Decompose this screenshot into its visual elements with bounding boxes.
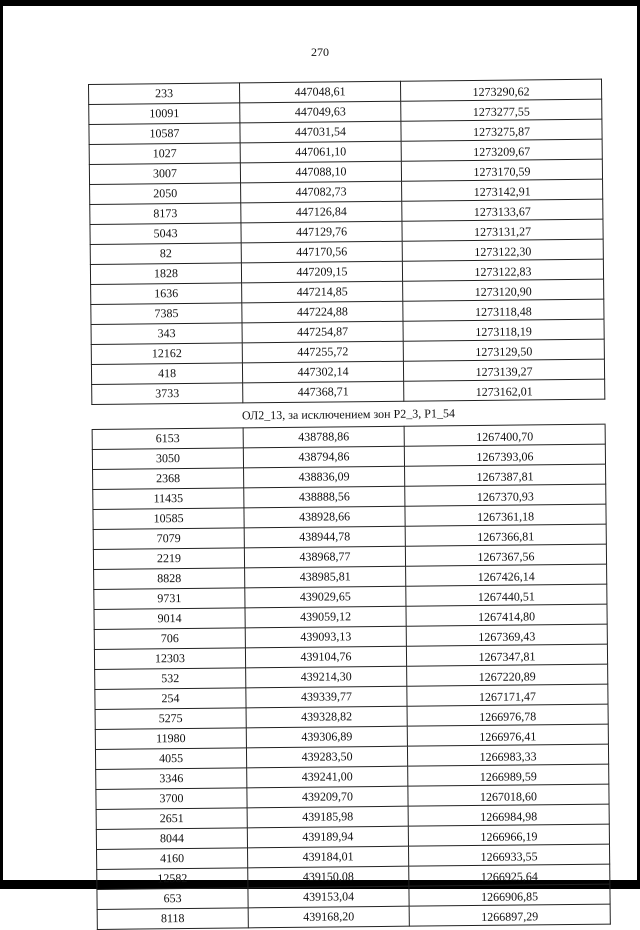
y-coordinate-cell: 1266897,29 bbox=[409, 904, 610, 926]
point-number-cell: 5275 bbox=[95, 708, 246, 730]
y-coordinate-cell: 1273170,59 bbox=[401, 159, 602, 181]
point-number-cell: 7079 bbox=[93, 528, 244, 550]
y-coordinate-cell: 1267366,81 bbox=[405, 524, 606, 546]
x-coordinate-cell: 439029,65 bbox=[245, 586, 406, 608]
x-coordinate-cell: 447088,10 bbox=[240, 161, 401, 183]
y-coordinate-cell: 1273209,67 bbox=[401, 139, 602, 161]
y-coordinate-cell: 1273118,19 bbox=[403, 319, 604, 341]
y-coordinate-cell: 1273162,01 bbox=[404, 379, 605, 401]
x-coordinate-cell: 438788,86 bbox=[243, 426, 404, 448]
y-coordinate-cell: 1273129,50 bbox=[403, 339, 604, 361]
y-coordinate-cell: 1267367,56 bbox=[405, 544, 606, 566]
point-number-cell: 3050 bbox=[92, 448, 243, 470]
y-coordinate-cell: 1267347,81 bbox=[406, 644, 607, 666]
y-coordinate-cell: 1266966,19 bbox=[408, 824, 609, 846]
x-coordinate-cell: 439339,77 bbox=[246, 686, 407, 708]
point-number-cell: 8173 bbox=[90, 203, 241, 225]
y-coordinate-cell: 1273277,55 bbox=[401, 99, 602, 121]
y-coordinate-cell: 1267171,47 bbox=[407, 684, 608, 706]
point-number-cell: 8044 bbox=[96, 828, 247, 850]
section-title: ОЛ2_13, за исключением зон Р2_3, Р1_54 bbox=[92, 399, 605, 429]
scan-border-top bbox=[0, 0, 640, 6]
point-number-cell: 10585 bbox=[93, 508, 244, 530]
y-coordinate-cell: 1267414,80 bbox=[406, 604, 607, 626]
table-body-first bbox=[89, 79, 605, 404]
point-number-cell: 4055 bbox=[95, 748, 246, 770]
y-coordinate-cell: 1266989,59 bbox=[408, 764, 609, 786]
point-number-cell: 9014 bbox=[94, 608, 245, 630]
point-number-cell: 2050 bbox=[90, 183, 241, 205]
x-coordinate-cell: 439184,01 bbox=[248, 846, 409, 868]
x-coordinate-cell: 447170,56 bbox=[241, 241, 402, 263]
x-coordinate-cell: 439185,98 bbox=[247, 806, 408, 828]
point-number-cell: 653 bbox=[97, 888, 248, 910]
point-number-cell: 3346 bbox=[96, 768, 247, 790]
point-number-cell: 11980 bbox=[95, 728, 246, 750]
x-coordinate-cell: 439189,94 bbox=[247, 826, 408, 848]
x-coordinate-cell: 447224,88 bbox=[242, 301, 403, 323]
point-number-cell: 4160 bbox=[97, 848, 248, 870]
x-coordinate-cell: 438794,86 bbox=[243, 446, 404, 468]
x-coordinate-cell: 438928,66 bbox=[244, 506, 405, 528]
x-coordinate-cell: 447302,14 bbox=[242, 361, 403, 383]
point-number-cell: 418 bbox=[91, 363, 242, 385]
point-number-cell: 8828 bbox=[94, 568, 245, 590]
y-coordinate-cell: 1273133,67 bbox=[402, 199, 603, 221]
x-coordinate-cell: 447214,85 bbox=[242, 281, 403, 303]
point-number-cell: 1636 bbox=[91, 283, 242, 305]
x-coordinate-cell: 438944,78 bbox=[244, 526, 405, 548]
y-coordinate-cell: 1267220,89 bbox=[407, 664, 608, 686]
y-coordinate-cell: 1267400,70 bbox=[404, 424, 605, 446]
y-coordinate-cell: 1267440,51 bbox=[406, 584, 607, 606]
x-coordinate-cell: 447048,61 bbox=[239, 81, 400, 103]
x-coordinate-cell: 438968,77 bbox=[244, 546, 405, 568]
y-coordinate-cell: 1267369,43 bbox=[406, 624, 607, 646]
y-coordinate-cell: 1267426,14 bbox=[406, 564, 607, 586]
table-row bbox=[97, 904, 610, 929]
point-number-cell: 12162 bbox=[91, 343, 242, 365]
x-coordinate-cell: 439328,82 bbox=[246, 706, 407, 728]
x-coordinate-cell: 447061,10 bbox=[240, 141, 401, 163]
y-coordinate-cell: 1273122,30 bbox=[402, 239, 603, 261]
point-number-cell: 3700 bbox=[96, 788, 247, 810]
point-number-cell: 3007 bbox=[89, 163, 240, 185]
point-number-cell: 1027 bbox=[89, 143, 240, 165]
table-body-second bbox=[92, 424, 610, 929]
point-number-cell: 8118 bbox=[97, 908, 248, 930]
y-coordinate-cell: 1266976,78 bbox=[407, 704, 608, 726]
point-number-cell: 12582 bbox=[97, 868, 248, 890]
y-coordinate-cell: 1266976,41 bbox=[407, 724, 608, 746]
y-coordinate-cell: 1267393,06 bbox=[404, 444, 605, 466]
x-coordinate-cell: 447255,72 bbox=[242, 341, 403, 363]
x-coordinate-cell: 447031,54 bbox=[240, 121, 401, 143]
x-coordinate-cell: 439283,50 bbox=[246, 746, 407, 768]
point-number-cell: 6153 bbox=[92, 428, 243, 450]
y-coordinate-cell: 1267387,81 bbox=[405, 464, 606, 486]
point-number-cell: 7385 bbox=[91, 303, 242, 325]
x-coordinate-cell: 439214,30 bbox=[246, 666, 407, 688]
y-coordinate-cell: 1266906,85 bbox=[409, 884, 610, 906]
point-number-cell: 706 bbox=[94, 628, 245, 650]
point-number-cell: 233 bbox=[89, 83, 240, 105]
y-coordinate-cell: 1273139,27 bbox=[403, 359, 604, 381]
y-coordinate-cell: 1273118,48 bbox=[403, 299, 604, 321]
y-coordinate-cell: 1266983,33 bbox=[407, 744, 608, 766]
point-number-cell: 10587 bbox=[89, 123, 240, 145]
x-coordinate-cell: 439153,04 bbox=[248, 886, 409, 908]
y-coordinate-cell: 1273120,90 bbox=[403, 279, 604, 301]
point-number-cell: 2651 bbox=[96, 808, 247, 830]
point-number-cell: 5043 bbox=[90, 223, 241, 245]
point-number-cell: 343 bbox=[91, 323, 242, 345]
y-coordinate-cell: 1273142,91 bbox=[402, 179, 603, 201]
x-coordinate-cell: 439059,12 bbox=[245, 606, 406, 628]
y-coordinate-cell: 1266984,98 bbox=[408, 804, 609, 826]
point-number-cell: 1828 bbox=[90, 263, 241, 285]
y-coordinate-cell: 1266925,64 bbox=[409, 864, 610, 886]
x-coordinate-cell: 447368,71 bbox=[243, 381, 404, 403]
x-coordinate-cell: 439093,13 bbox=[245, 626, 406, 648]
y-coordinate-cell: 1266933,55 bbox=[408, 844, 609, 866]
x-coordinate-cell: 438836,09 bbox=[244, 466, 405, 488]
x-coordinate-cell: 439168,20 bbox=[248, 906, 409, 928]
point-number-cell: 254 bbox=[95, 688, 246, 710]
point-number-cell: 82 bbox=[90, 243, 241, 265]
x-coordinate-cell: 439150,08 bbox=[248, 866, 409, 888]
x-coordinate-cell: 438888,56 bbox=[244, 486, 405, 508]
point-number-cell: 3733 bbox=[92, 383, 243, 405]
coordinates-table bbox=[88, 79, 611, 930]
coordinates-sheet bbox=[88, 79, 609, 930]
x-coordinate-cell: 439209,70 bbox=[247, 786, 408, 808]
x-coordinate-cell: 447126,84 bbox=[241, 201, 402, 223]
page-number: 270 bbox=[311, 45, 329, 59]
point-number-cell: 532 bbox=[95, 668, 246, 690]
x-coordinate-cell: 439306,89 bbox=[246, 726, 407, 748]
y-coordinate-cell: 1267018,60 bbox=[408, 784, 609, 806]
scan-border-left bbox=[0, 0, 3, 889]
x-coordinate-cell: 447082,73 bbox=[241, 181, 402, 203]
x-coordinate-cell: 438985,81 bbox=[245, 566, 406, 588]
x-coordinate-cell: 447129,76 bbox=[241, 221, 402, 243]
y-coordinate-cell: 1273122,83 bbox=[402, 259, 603, 281]
x-coordinate-cell: 447254,87 bbox=[242, 321, 403, 343]
x-coordinate-cell: 439104,76 bbox=[245, 646, 406, 668]
y-coordinate-cell: 1273131,27 bbox=[402, 219, 603, 241]
point-number-cell: 2368 bbox=[93, 468, 244, 490]
point-number-cell: 9731 bbox=[94, 588, 245, 610]
point-number-cell: 11435 bbox=[93, 488, 244, 510]
y-coordinate-cell: 1273275,87 bbox=[401, 119, 602, 141]
y-coordinate-cell: 1273290,62 bbox=[400, 79, 601, 101]
x-coordinate-cell: 439241,00 bbox=[247, 766, 408, 788]
y-coordinate-cell: 1267361,18 bbox=[405, 504, 606, 526]
point-number-cell: 12303 bbox=[94, 648, 245, 670]
x-coordinate-cell: 447209,15 bbox=[241, 261, 402, 283]
y-coordinate-cell: 1267370,93 bbox=[405, 484, 606, 506]
point-number-cell: 10091 bbox=[89, 103, 240, 125]
point-number-cell: 2219 bbox=[93, 548, 244, 570]
x-coordinate-cell: 447049,63 bbox=[240, 101, 401, 123]
